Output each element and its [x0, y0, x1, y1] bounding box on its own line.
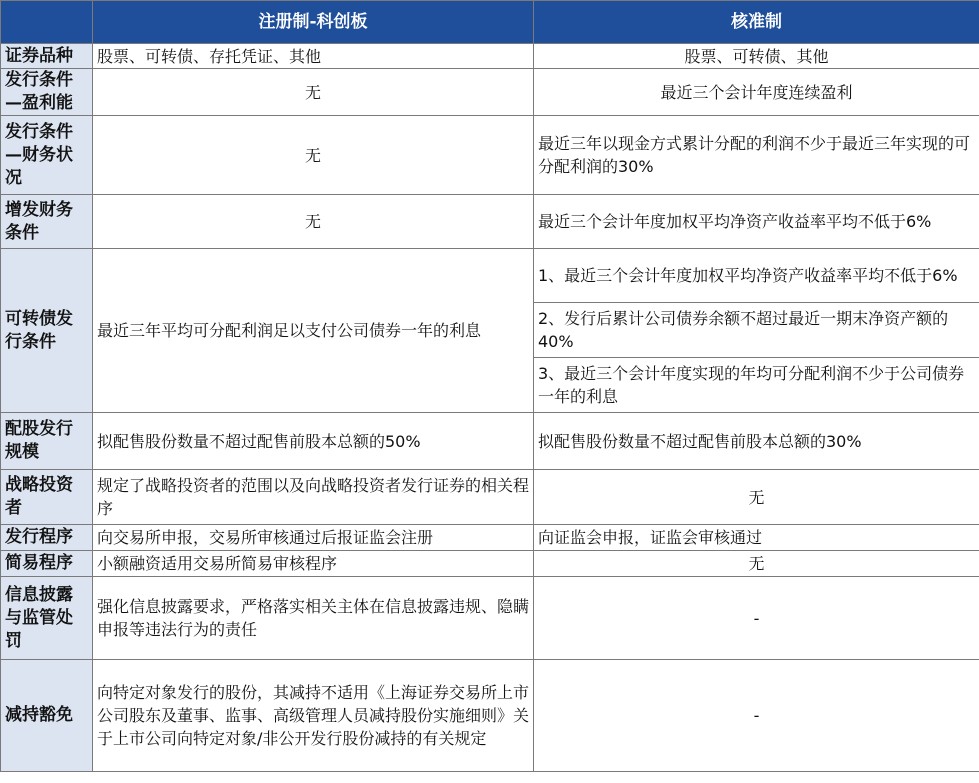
registration-cell: 无	[93, 116, 534, 195]
row-label: 发行程序	[1, 525, 93, 551]
row-label: 战略投资者	[1, 470, 93, 525]
table-row	[1, 195, 979, 249]
registration-cell: 小额融资适用交易所简易审核程序	[93, 551, 534, 577]
header-corner	[1, 1, 93, 44]
registration-cell: 强化信息披露要求，严格落实相关主体在信息披露违规、隐瞒申报等违法行为的责任	[93, 577, 534, 660]
table-row	[1, 470, 979, 525]
row-label: 信息披露与监管处罚	[1, 577, 93, 660]
approval-cell: 最近三个会计年度连续盈利	[534, 69, 979, 116]
header-row	[1, 1, 979, 44]
registration-cell: 规定了战略投资者的范围以及向战略投资者发行证券的相关程序	[93, 470, 534, 525]
row-label: 简易程序	[1, 551, 93, 577]
table-row	[1, 577, 979, 660]
table-row	[1, 249, 979, 303]
approval-cell: 最近三年以现金方式累计分配的利润不少于最近三年实现的可分配利润的30%	[534, 116, 979, 195]
row-label: 配股发行规模	[1, 413, 93, 470]
approval-cell: 股票、可转债、其他	[534, 44, 979, 69]
approval-cell: 2、发行后累计公司债券余额不超过最近一期末净资产额的40%	[534, 303, 979, 358]
header-registration: 注册制-科创板	[93, 1, 534, 44]
approval-cell: 最近三个会计年度加权平均净资产收益率平均不低于6%	[534, 195, 979, 249]
row-label	[1, 69, 93, 116]
registration-cell: 最近三年平均可分配利润足以支付公司债券一年的利息	[93, 249, 534, 413]
table-row	[1, 660, 979, 772]
approval-cell: 向证监会申报，证监会审核通过	[534, 525, 979, 551]
row-label: 增发财务条件	[1, 195, 93, 249]
row-label: 可转债发行条件	[1, 249, 93, 413]
approval-cell: 1、最近三个会计年度加权平均净资产收益率平均不低于6%	[534, 249, 979, 303]
approval-cell: 无	[534, 551, 979, 577]
row-label: 发行条件—财务状况	[1, 116, 93, 195]
approval-cell: 无	[534, 470, 979, 525]
table-row	[1, 69, 979, 116]
table-row	[1, 551, 979, 577]
approval-cell: -	[534, 577, 979, 660]
registration-cell: 向特定对象发行的股份，其减持不适用《上海证券交易所上市公司股东及董事、监事、高级管理人员减持股份实施细则》关于上市公司向特定对象/非公开发行股份减持的有关规定	[93, 660, 534, 772]
table-row	[1, 413, 979, 470]
registration-cell: 股票、可转债、存托凭证、其他	[93, 44, 534, 69]
table-row	[1, 525, 979, 551]
row-label-text: 发行条件—盈利能	[5, 70, 73, 113]
approval-cell: 3、最近三个会计年度实现的年均可分配利润不少于公司债券一年的利息	[534, 358, 979, 413]
row-label: 证券品种	[1, 44, 93, 69]
registration-cell: 向交易所申报，交易所审核通过后报证监会注册	[93, 525, 534, 551]
registration-cell: 无	[93, 195, 534, 249]
registration-cell: 拟配售股份数量不超过配售前股本总额的50%	[93, 413, 534, 470]
table-row	[1, 44, 979, 69]
table-row	[1, 116, 979, 195]
header-approval: 核准制	[534, 1, 979, 44]
row-label: 减持豁免	[1, 660, 93, 772]
registration-cell: 无	[93, 69, 534, 116]
approval-cell: -	[534, 660, 979, 772]
approval-cell: 拟配售股份数量不超过配售前股本总额的30%	[534, 413, 979, 470]
